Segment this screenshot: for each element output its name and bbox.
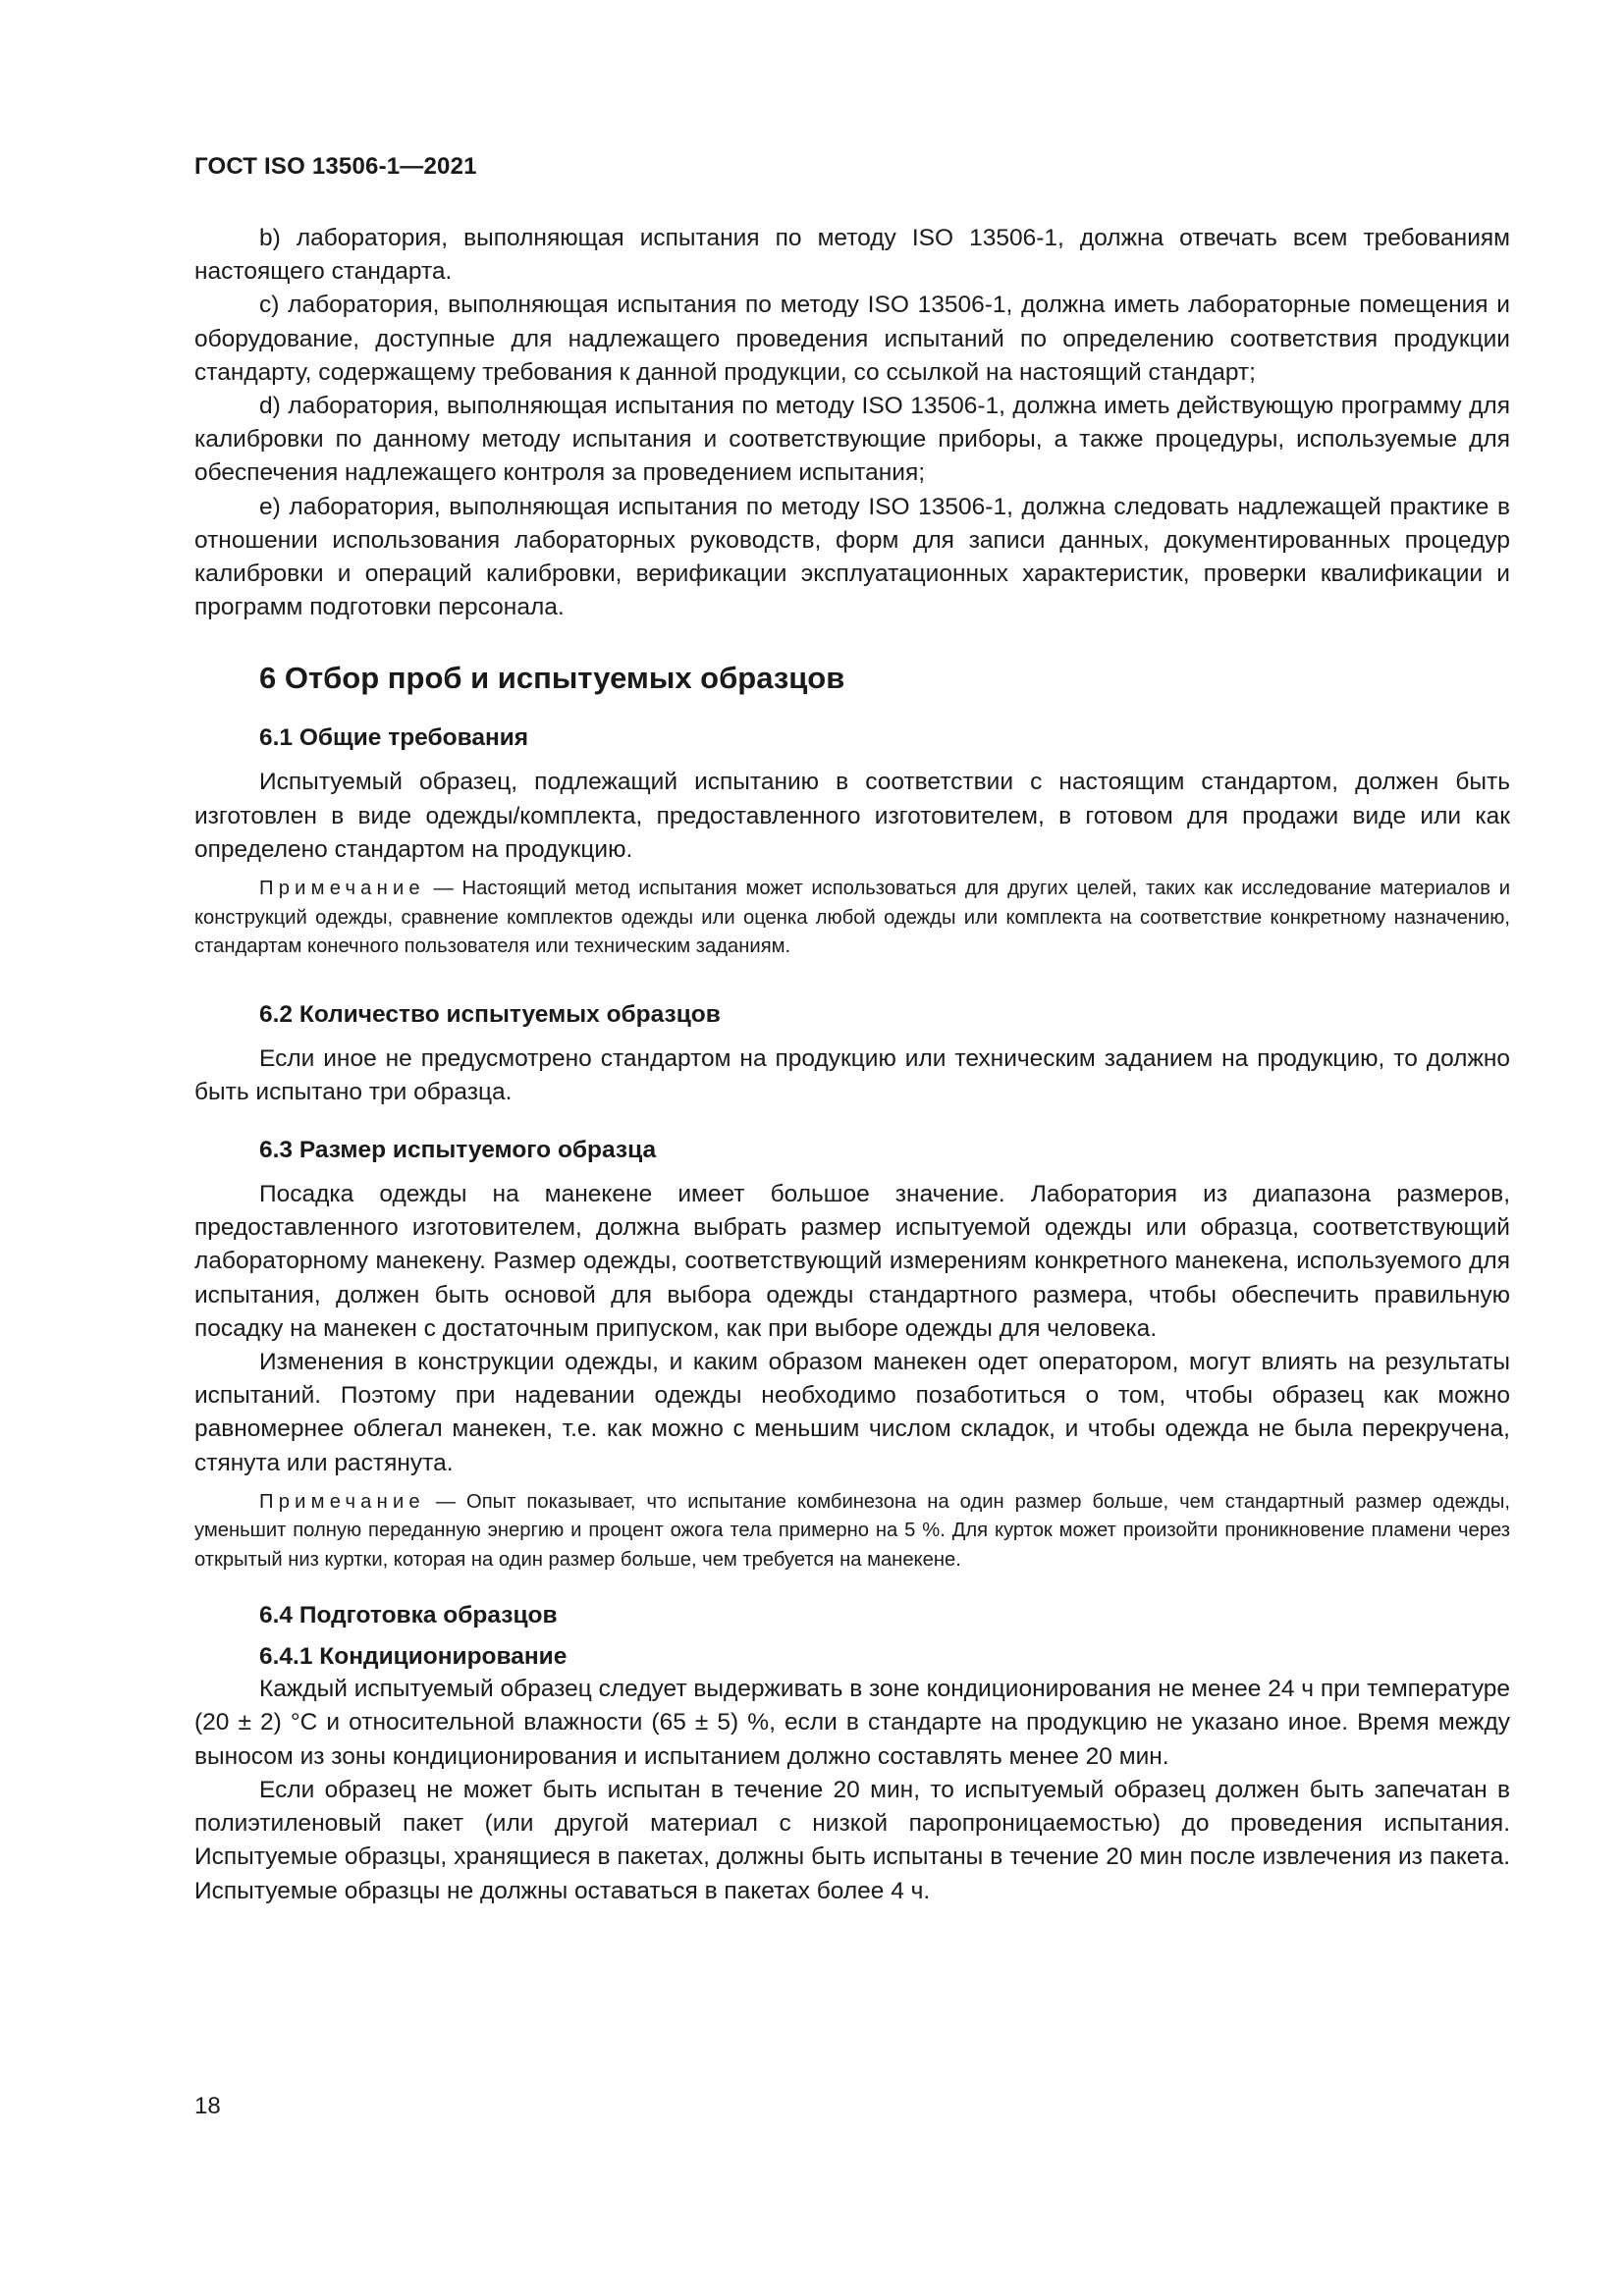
list-item-b: b) лаборатория, выполняющая испытания по методу ISO 13506-1, должна отвечать всем требованиям настоящего стандарта.: [194, 225, 1510, 286]
note-text: — Опыт показывает, что испытание комбинезона на один размер больше, чем стандартный размер одежды, уменьшит полную переданную энергию и процент ожога тела примерно на 5 %. Для курток может произойти проникновение пламени через открытый низ куртки, которая на один размер больше, чем требуется на манекене.: [194, 1490, 1510, 1571]
section-6-3-paragraph-1: Посадка одежды на манекене имеет большое значение. Лаборатория из диапазона размеров, предоставленного изготовителем, должна выбрать размер испытуемой одежды или образца, соответствующий лабораторному манекену. Размер одежды, соответствующий измерениям конкретного манекена, используемого для испытания, должен быть основой для выбора одежды стандартного размера, чтобы обеспечить правильную посадку на манекен с достаточным припуском, как при выборе одежды для человека.: [194, 1180, 1510, 1342]
section-6-3-paragraph-2: Изменения в конструкции одежды, и каким образом манекен одет оператором, могут влиять на результаты испытаний. Поэтому при надевании одежды необходимо позаботиться о том, чтобы образец как можно равномернее облегал манекен, т.е. как можно с меньшим числом складок, и чтобы одежда не была перекручена, стянута или растянута.: [194, 1348, 1510, 1476]
section-6-1-title: 6.1 Общие требования: [259, 724, 529, 752]
note-label: Примечание: [259, 878, 425, 900]
list-item-e: e) лаборатория, выполняющая испытания по методу ISO 13506-1, должна следовать надлежащей практике в отношении использования лабораторных руководств, форм для записи данных, документированных процедур калибровки и операций калибровки, верификации эксплуатационных характеристик, проверки квалификации и программ подготовки персонала.: [194, 493, 1510, 621]
list-item-c: c) лаборатория, выполняющая испытания по методу ISO 13506-1, должна иметь лабораторные помещения и оборудование, доступные для надлежащего проведения испытаний по определению соответствия продукции стандарту, содержащему требования к данной продукции, со ссылкой на настоящий стандарт;: [194, 292, 1510, 386]
section-6-3-note: [194, 1488, 1510, 1575]
page-number: 18: [194, 2093, 221, 2119]
list-item-d: d) лаборатория, выполняющая испытания по методу ISO 13506-1, должна иметь действующую программу для калибровки по данному методу испытания и соответствующие приборы, а также процедуры, используемые для обеспечения надлежащего контроля за проведением испытания;: [194, 393, 1510, 487]
section-6-2-paragraph: Если иное не предусмотрено стандартом на продукцию или техническим заданием на продукцию, то должно быть испытано три образца.: [194, 1044, 1510, 1105]
section-6-4-1-paragraph-2: Если образец не может быть испытан в течение 20 мин, то испытуемый образец должен быть запечатан в полиэтиленовый пакет (или другой материал с низкой паропроницаемостью) до проведения испытания. Испытуемые образцы, хранящиеся в пакетах, должны быть испытаны в течение 20 мин после извлечения из пакета. Испытуемые образцы не должны оставаться в пакетах более 4 ч.: [194, 1776, 1510, 1904]
section-6-4-1-title: 6.4.1 Кондиционирование: [259, 1643, 568, 1671]
section-6-1-paragraph: Испытуемый образец, подлежащий испытанию в соответствии с настоящим стандартом, должен быть изготовлен в виде одежды/комплекта, предоставленного изготовителем, в готовом для продажи виде или как определено стандартом на продукцию.: [194, 769, 1510, 863]
section-6-title: 6 Отбор проб и испытуемых образцов: [259, 661, 845, 696]
section-6-3-title: 6.3 Размер испытуемого образца: [259, 1136, 657, 1163]
section-6-2-title: 6.2 Количество испытуемых образцов: [259, 1000, 721, 1028]
section-6-4-title: 6.4 Подготовка образцов: [259, 1602, 558, 1629]
section-6-4-1-paragraph-1: Каждый испытуемый образец следует выдерживать в зоне кондиционирования не менее 24 ч при температуре (20 ± 2) °С и относительной влажности (65 ± 5) %, если в стандарте на продукцию не указано иное. Время между выносом из зоны кондиционирования и испытанием должно составлять менее 20 мин.: [194, 1676, 1510, 1770]
note-label: Примечание: [259, 1490, 425, 1513]
page-content: [194, 222, 1510, 1908]
section-6-1-note: [194, 875, 1510, 962]
note-text: — Настоящий метод испытания может использоваться для других целей, таких как исследование материалов и конструкций одежды, сравнение комплектов одежды или оценка любой одежды или комплекта на соответствие конкретному назначению, стандартам конечного пользователя или техническим заданиям.: [194, 878, 1510, 958]
document-code-header: ГОСТ ISO 13506-1—2021: [194, 153, 477, 180]
